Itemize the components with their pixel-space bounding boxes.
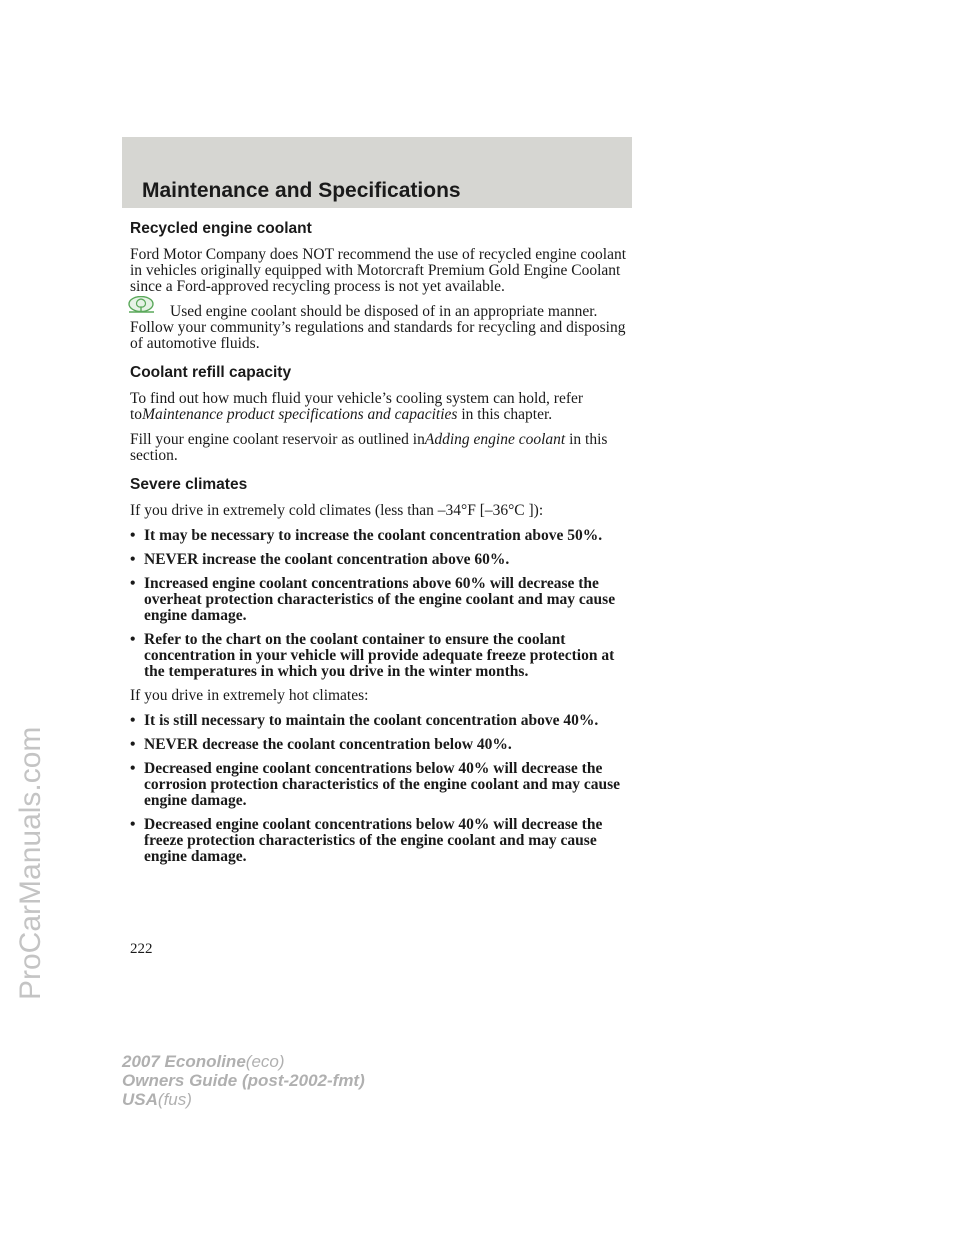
footer-model-code: (eco) (245, 1052, 285, 1071)
cold-climate-list (130, 528, 635, 680)
hot-climate-intro: If you drive in extremely hot climates: (130, 687, 369, 704)
paragraph-recycled-coolant: Ford Motor Company does NOT recommend the use of recycled engine coolant in vehicles originally equipped with Motorcraft Premium Gold Engine Coolant since a Ford-approved recycling process is not yet available. (130, 246, 627, 295)
reference-link-adding-coolant: Adding engine coolant (424, 431, 566, 448)
list-item: • Decreased engine coolant concentrations below 40% will decrease the freeze protection characteristics of the engine coolant and may cause engine damage. (130, 816, 603, 865)
page-content (130, 220, 635, 873)
heading-recycled-coolant: Recycled engine coolant (130, 220, 312, 237)
page-number: 222 (130, 941, 153, 957)
hot-climate-list (130, 713, 635, 865)
list-item: • NEVER increase the coolant concentration above 60%. (130, 551, 510, 568)
environment-note-text: Used engine coolant should be disposed of in an appropriate manner. Follow your community’s regulations and standards for recycling and disposing of automotive fluids. (130, 303, 626, 352)
list-item: • Increased engine coolant concentrations above 60% will decrease the overheat protection characteristics of the engine coolant and may cause engine damage. (130, 575, 616, 624)
footer-model: 2007 Econoline (122, 1052, 246, 1071)
list-item: • It may be necessary to increase the coolant concentration above 50%. (130, 527, 603, 544)
list-item: • Refer to the chart on the coolant container to ensure the coolant concentration in your vehicle will provide adequate freeze protection at the temperatures in which you drive in the winter months. (130, 631, 615, 680)
heading-refill-capacity: Coolant refill capacity (130, 364, 292, 381)
document-footer (122, 1052, 365, 1109)
paragraph-refill-capacity-2: Fill your engine coolant reservoir as outlined inAdding engine coolant in this section. (130, 431, 608, 464)
list-item: • Decreased engine coolant concentrations below 40% will decrease the corrosion protection characteristics of the engine coolant and may cause engine damage. (130, 760, 620, 809)
list-item: • It is still necessary to maintain the coolant concentration above 40%. (130, 712, 599, 729)
footer-guide: Owners Guide (post-2002-fmt) (122, 1071, 365, 1090)
heading-severe-climates: Severe climates (130, 476, 248, 493)
tree-environment-icon (127, 296, 157, 316)
environment-note (130, 304, 635, 352)
footer-market: USA (122, 1090, 158, 1109)
list-item: • NEVER decrease the coolant concentration below 40%. (130, 736, 512, 753)
section-title: Maintenance and Specifications (142, 179, 461, 202)
footer-market-code: (fus) (157, 1090, 192, 1109)
paragraph-refill-capacity-1: To find out how much fluid your vehicle’s cooling system can hold, refer toMaintenance product specifications and capacities in this chapter. (130, 390, 584, 423)
section-header-band (122, 137, 632, 208)
watermark: ProCarManuals.com (14, 726, 47, 1000)
reference-link-specifications: Maintenance product specifications and capacities (142, 406, 458, 423)
cold-climate-intro: If you drive in extremely cold climates (less than –34°F [–36°C ]): (130, 502, 544, 519)
